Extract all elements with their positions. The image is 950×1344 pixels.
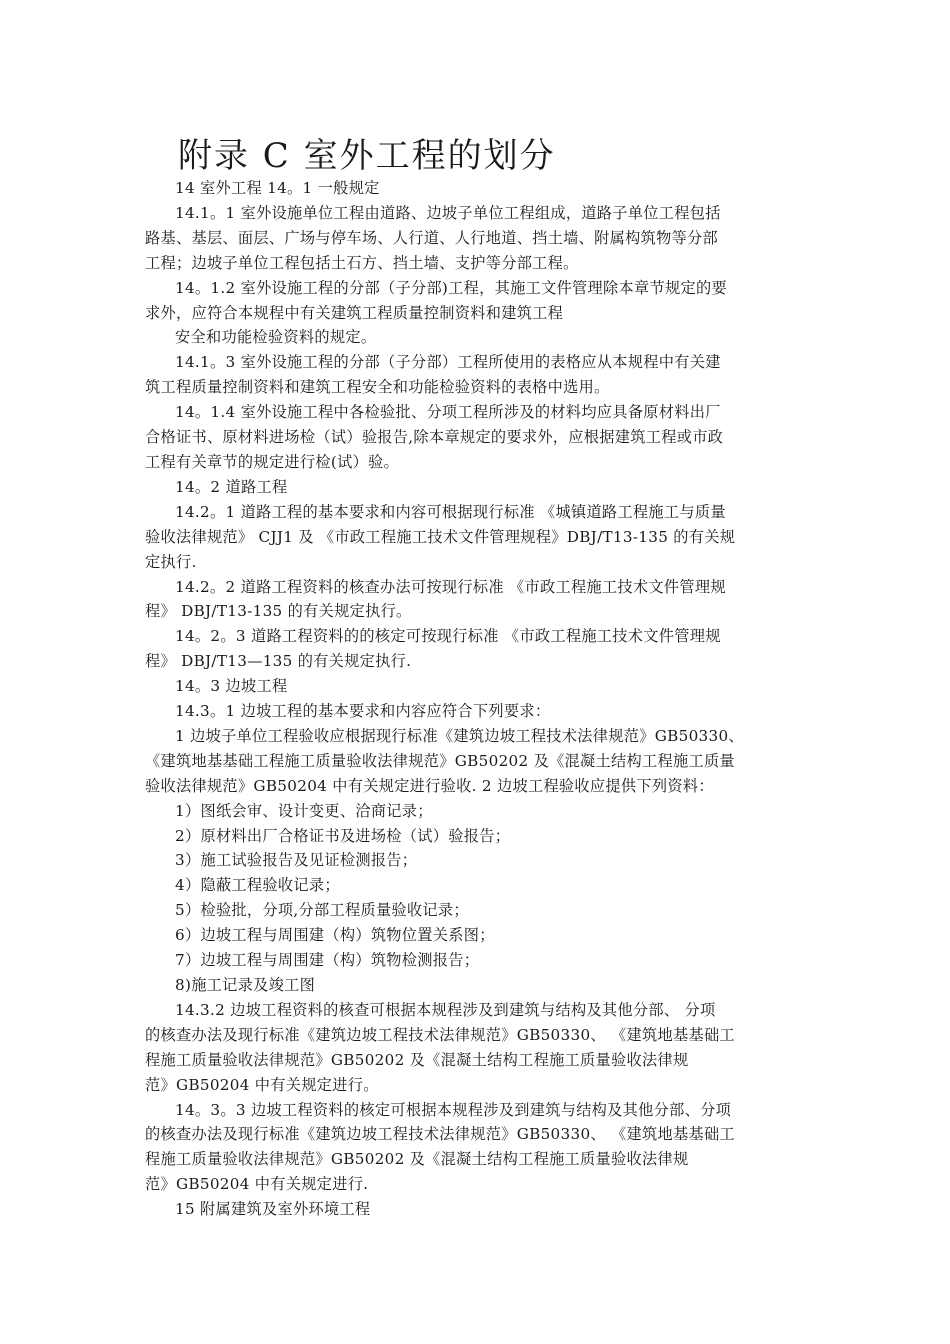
text-line: 14。3。3 边坡工程资料的核定可根据本规程涉及到建筑与结构及其他分部、分项 — [175, 1100, 732, 1119]
text-line: 14.1。1 室外设施单位工程由道路、边坡子单位工程组成，道路子单位工程包括 — [175, 203, 721, 222]
text-line: 14。3 边坡工程 — [175, 677, 288, 696]
text-line: 筑工程质量控制资料和建筑工程安全和功能检验资料的表格中选用。 — [145, 378, 610, 397]
text-line: 8)施工记录及竣工图 — [175, 976, 316, 994]
text-line: 14 室外工程 14。1 一般规定 — [175, 179, 380, 197]
text-line: 5）检验批，分项,分部工程质量验收记录； — [175, 901, 469, 920]
text-line: 工程有关章节的规定进行检(试）验。 — [145, 452, 400, 471]
text-line: 求外，应符合本规程中有关建筑工程质量控制资料和建筑工程 — [145, 303, 564, 322]
document-body — [145, 176, 805, 1222]
text-line: 路基、基层、面层、广场与停车场、人行道、人行地道、挡土墙、附属构筑物等分部 — [145, 228, 719, 247]
text-line: 程》 DBJ/T13-135 的有关规定执行。 — [145, 602, 412, 621]
text-line: 合格证书、原材料进场检（试）验报告,除本章规定的要求外，应根据建筑工程或市政 — [145, 428, 724, 447]
text-line: 《建筑地基基础工程施工质量验收法律规范》GB50202 及《混凝土结构工程施工质量 — [145, 751, 735, 770]
text-line: 4）隐蔽工程验收记录； — [175, 876, 340, 895]
text-line: 的核查办法及现行标准《建筑边坡工程技术法律规范》GB50330、 《建筑地基基础工 — [145, 1125, 735, 1144]
text-line: 14。2 道路工程 — [175, 477, 288, 496]
text-line: 14.2。2 道路工程资料的核查办法可按现行标准 《市政工程施工技术文件管理规 — [175, 577, 726, 596]
text-line: 验收法律规范》 CJJ1 及 《市政工程施工技术文件管理规程》DBJ/T13-135 的有关规 — [145, 527, 736, 546]
text-line: 6）边坡工程与周围建（构）筑物位置关系图； — [175, 926, 495, 945]
text-line: 范》GB50204 中有关规定进行. — [145, 1175, 369, 1194]
text-line: 2）原材料出厂合格证书及进场检（试）验报告； — [175, 826, 511, 845]
text-line: 工程；边坡子单位工程包括土石方、挡土墙、支护等分部工程。 — [145, 253, 579, 272]
text-line: 定执行. — [145, 552, 197, 571]
text-line: 程施工质量验收法律规范》GB50202 及《混凝土结构工程施工质量验收法律规 — [145, 1150, 689, 1169]
text-line: 验收法律规范》GB50204 中有关规定进行验收. 2 边坡工程验收应提供下列资料： — [145, 776, 714, 795]
text-line: 14。1.2 室外设施工程的分部（子分部)工程，其施工文件管理除本章节规定的要 — [175, 278, 727, 297]
text-line: 14.2。1 道路工程的基本要求和内容可根据现行标准 《城镇道路工程施工与质量 — [175, 502, 726, 521]
text-line: 15 附属建筑及室外环境工程 — [175, 1200, 371, 1219]
text-line: 安全和功能检验资料的规定。 — [175, 328, 377, 347]
text-line: 3）施工试验报告及见证检测报告； — [175, 851, 418, 870]
text-line: 14.3。1 边坡工程的基本要求和内容应符合下列要求： — [175, 702, 551, 721]
text-line: 1 边坡子单位工程验收应根据现行标准《建筑边坡工程技术法律规范》GB50330、 — [175, 726, 744, 745]
text-line: 14。2。3 道路工程资料的的核定可按现行标准 《市政工程施工技术文件管理规 — [175, 627, 721, 646]
text-line: 的核查办法及现行标准《建筑边坡工程技术法律规范》GB50330、 《建筑地基基础工 — [145, 1025, 735, 1044]
text-line: 7）边坡工程与周围建（构）筑物检测报告； — [175, 951, 480, 970]
text-line: 程》 DBJ/T13—135 的有关规定执行. — [145, 652, 412, 671]
text-line: 14.3.2 边坡工程资料的核查可根据本规程涉及到建筑与结构及其他分部、 分项 — [175, 1000, 716, 1019]
text-line: 14.1。3 室外设施工程的分部（子分部）工程所使用的表格应从本规程中有关建 — [175, 353, 721, 372]
text-line: 1）图纸会审、设计变更、洽商记录； — [175, 801, 433, 820]
page-title: 附录 C 室外工程的划分 — [178, 136, 556, 176]
text-line: 程施工质量验收法律规范》GB50202 及《混凝土结构工程施工质量验收法律规 — [145, 1050, 689, 1069]
text-line: 14。1.4 室外设施工程中各检验批、分项工程所涉及的材料均应具备原材料出厂 — [175, 403, 721, 422]
text-line: 范》GB50204 中有关规定进行。 — [145, 1075, 379, 1094]
